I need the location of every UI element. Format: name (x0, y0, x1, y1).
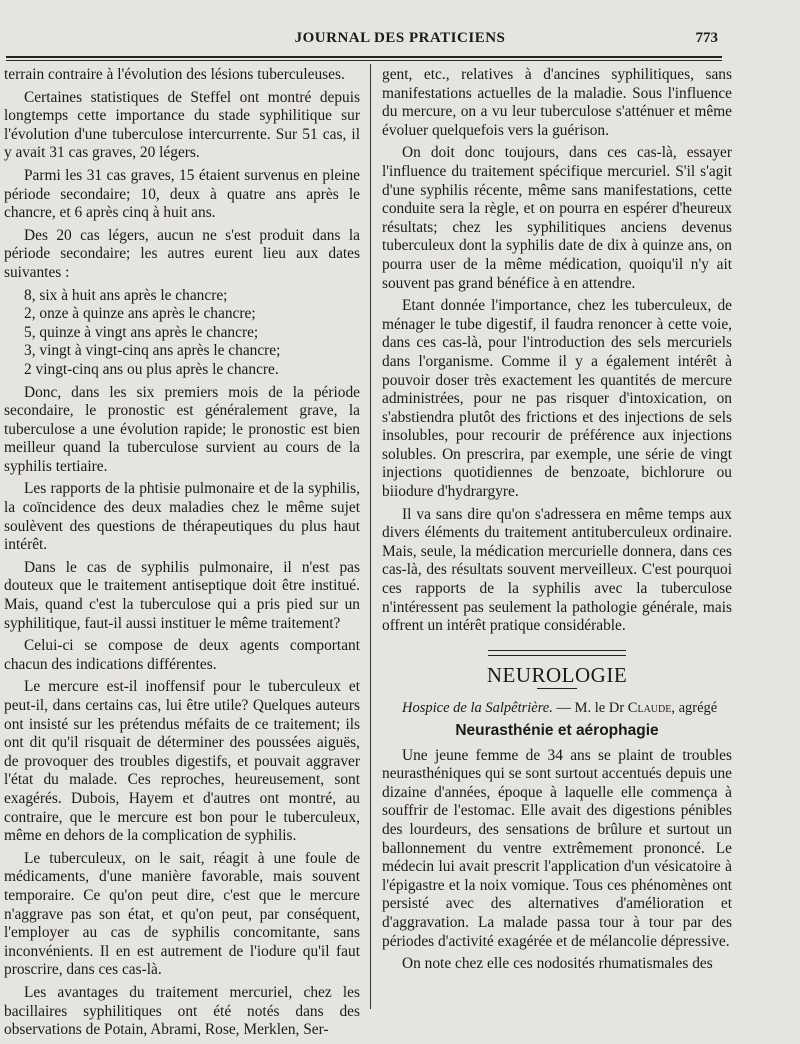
article-subheading: Neurasthénie et aérophagie (455, 722, 659, 739)
paragraph: Des 20 cas légers, aucun ne s'est produit dans la période secondaire; les autres eurent lieu aux dates suivantes : (4, 226, 360, 281)
source-author: Claude (627, 700, 672, 717)
paragraph: Le mercure est-il inoffensif pour le tuberculeux et peut-il, dans certains cas, lui être utile? Quelques auteurs ont insisté sur les prétendus méfaits de ce traitement; ils ont dit qu'il risquait de déterminer des poussées aiguës, de provoquer des troubles digestifs, et pouvait aggraver l'état du malade. Ces reproches, heureusement, sont exagérés. Dubois, Hayem et d'autres ont montré, au contraire, que le mercure est bon pour le tuberculeux, même en dehors de la complication de syphilis. (4, 678, 360, 845)
list-item: 5, quinze à vingt ans après le chancre; (24, 323, 259, 341)
paragraph: Celui-ci se compose de deux agents comportant chacun des indications différentes. (4, 637, 360, 673)
column-divider (370, 64, 371, 1009)
page-header (0, 30, 800, 54)
paragraph: Il va sans dire qu'on s'adressera en même temps aux divers éléments du traitement antituberculeux ordinaire. Mais, seule, la médication mercurielle donnera, dans ces cas-là, des résultats souvent merveilleux. C'est pourquoi ces rapports de la syphilis avec la tuberculose n'intéressent pas seulement la pathologie générale, mais offrent un intérêt pratique considérable. (382, 505, 732, 635)
page-number: 773 (695, 30, 718, 46)
source-line (382, 699, 732, 718)
list-item: 2 vingt-cinq ans ou plus après le chancre. (24, 360, 279, 378)
paragraph: gent, etc., relatives à d'ancines syphilitiques, sans manifestations actuelles de la maladie. Sous l'influence du mercure, on a vu leur tuberculose s'atténuer et même évoluer quelquefois vers la guérison. (382, 66, 732, 139)
paragraph: On doit donc toujours, dans ces cas-là, essayer l'influence du traitement spécifique mercuriel. S'il s'agit d'une syphilis récente, même sans manifestations, cette conduite sera la règle, et on pourra en espérer d'heureux résultats; chez les syphilitiques anciens devenus tuberculeux dont la syphilis date de dix à quinze ans, on pourra user de la même médication, quoiqu'il n'y ait souvent pas grand bénéfice à en attendre. (382, 144, 732, 292)
paragraph: Le tuberculeux, on le sait, réagit à une foule de médicaments, d'une manière favorable, mais souvent temporaire. Ce qu'on peut dire, c'est que le mercure n'aggrave pas son état, et qu'on peut, par conséquent, l'employer au cas de syphilis concomitante, sans inconvénients. Il en est autrement de l'iodure qu'il faut proscrire, dans ces cas-là. (4, 849, 360, 979)
paragraph: Etant donnée l'importance, chez les tuberculeux, de ménager le tube digestif, il faudra renoncer à cette voie, dans ces cas-là, pour l'introduction des sels mercuriels dans l'organisme. Comme il y a également intérêt à pouvoir doser très exactement les quantités de mercure administrées, pour ne pas risquer d'intoxication, on s'abstiendra plutôt des frictions et des injections de sels insolubles, pour recourir de préférence aux injections solubles. On prescrira, par exemple, une série de vingt injections quotidiennes de benzoate, bichlorure ou biiodure d'hydrargyre. (382, 297, 732, 501)
paragraph: Dans le cas de syphilis pulmonaire, il n'est pas douteux que le traitement antiseptique doit être institué. Mais, quand c'est la tuberculose qui a pris pied sur un syphilitique, faut-il aussi instituer le même traitement? (4, 558, 360, 632)
source-prefix: — M. le Dr (552, 700, 628, 717)
section-separator (488, 650, 626, 656)
paragraph: Donc, dans les six premiers mois de la période secondaire, le pronostic est généralement grave, la tuberculose a une évolution rapide; le pronostic est bien meilleur quand la tuberculose survient au cours de la syphilis tertiaire. (4, 383, 360, 475)
source-hospital: Hospice de la Salpêtrière. (402, 700, 553, 717)
title-rule (537, 688, 577, 689)
list-item: 8, six à huit ans après le chancre; (24, 286, 228, 304)
paragraph: Parmi les 31 cas graves, 15 étaient survenus en pleine période secondaire; 10, deux à quatre ans après le chancre, et 6 après cinq à huit ans. (4, 166, 360, 222)
list-item: 2, onze à quinze ans après le chancre; (24, 305, 256, 323)
source-title: , agrégé (671, 700, 718, 717)
right-column (382, 66, 732, 978)
journal-title: JOURNAL DES PRATICIENS (294, 30, 506, 46)
section-title: NEUROLOGIE (486, 662, 628, 687)
paragraph: Une jeune femme de 34 ans se plaint de troubles neurasthéniques qui se sont surtout accentués depuis une dizaine d'années, époque à laquelle elle commença à souffrir de l'estomac. Elle avait des digestions pénibles des lourdeurs, des sensations de brûlure et surtout un ballonnement du ventre extrêmement prononcé. Le médecin lui avait prescrit l'application d'un vésicatoire à l'épigastre et la noix vomique. Tous ces phénomènes ont persisté avec des alternatives d'amélioration et d'aggravation. La malade passa tour à tour par des périodes d'activité exagérée et de mélancolie dépressive. (382, 746, 732, 950)
header-rule (6, 56, 722, 61)
left-column (4, 66, 360, 1044)
paragraph: Certaines statistiques de Steffel ont montré depuis longtemps cette importance du stade syphilitique sur l'évolution d'une tuberculose intercurrente. Sur 51 cas, il y avait 31 cas graves, 20 légers. (4, 88, 360, 162)
list-item: 3, vingt à vingt-cinq ans après le chancre; (24, 342, 281, 360)
paragraph: Les avantages du traitement mercuriel, chez les bacillaires syphilitiques ont été notés dans des observations de Potain, Abrami, Rose, Merklen, Ser- (4, 983, 360, 1039)
paragraph: On note chez elle ces nodosités rhumatismales des (402, 955, 713, 973)
paragraph: Les rapports de la phtisie pulmonaire et de la syphilis, la coïncidence des deux maladies chez le même sujet soulèvent des questions de thérapeutiques du plus haut intérêt. (4, 480, 360, 554)
paragraph: terrain contraire à l'évolution des lésions tuberculeuses. (4, 66, 345, 83)
